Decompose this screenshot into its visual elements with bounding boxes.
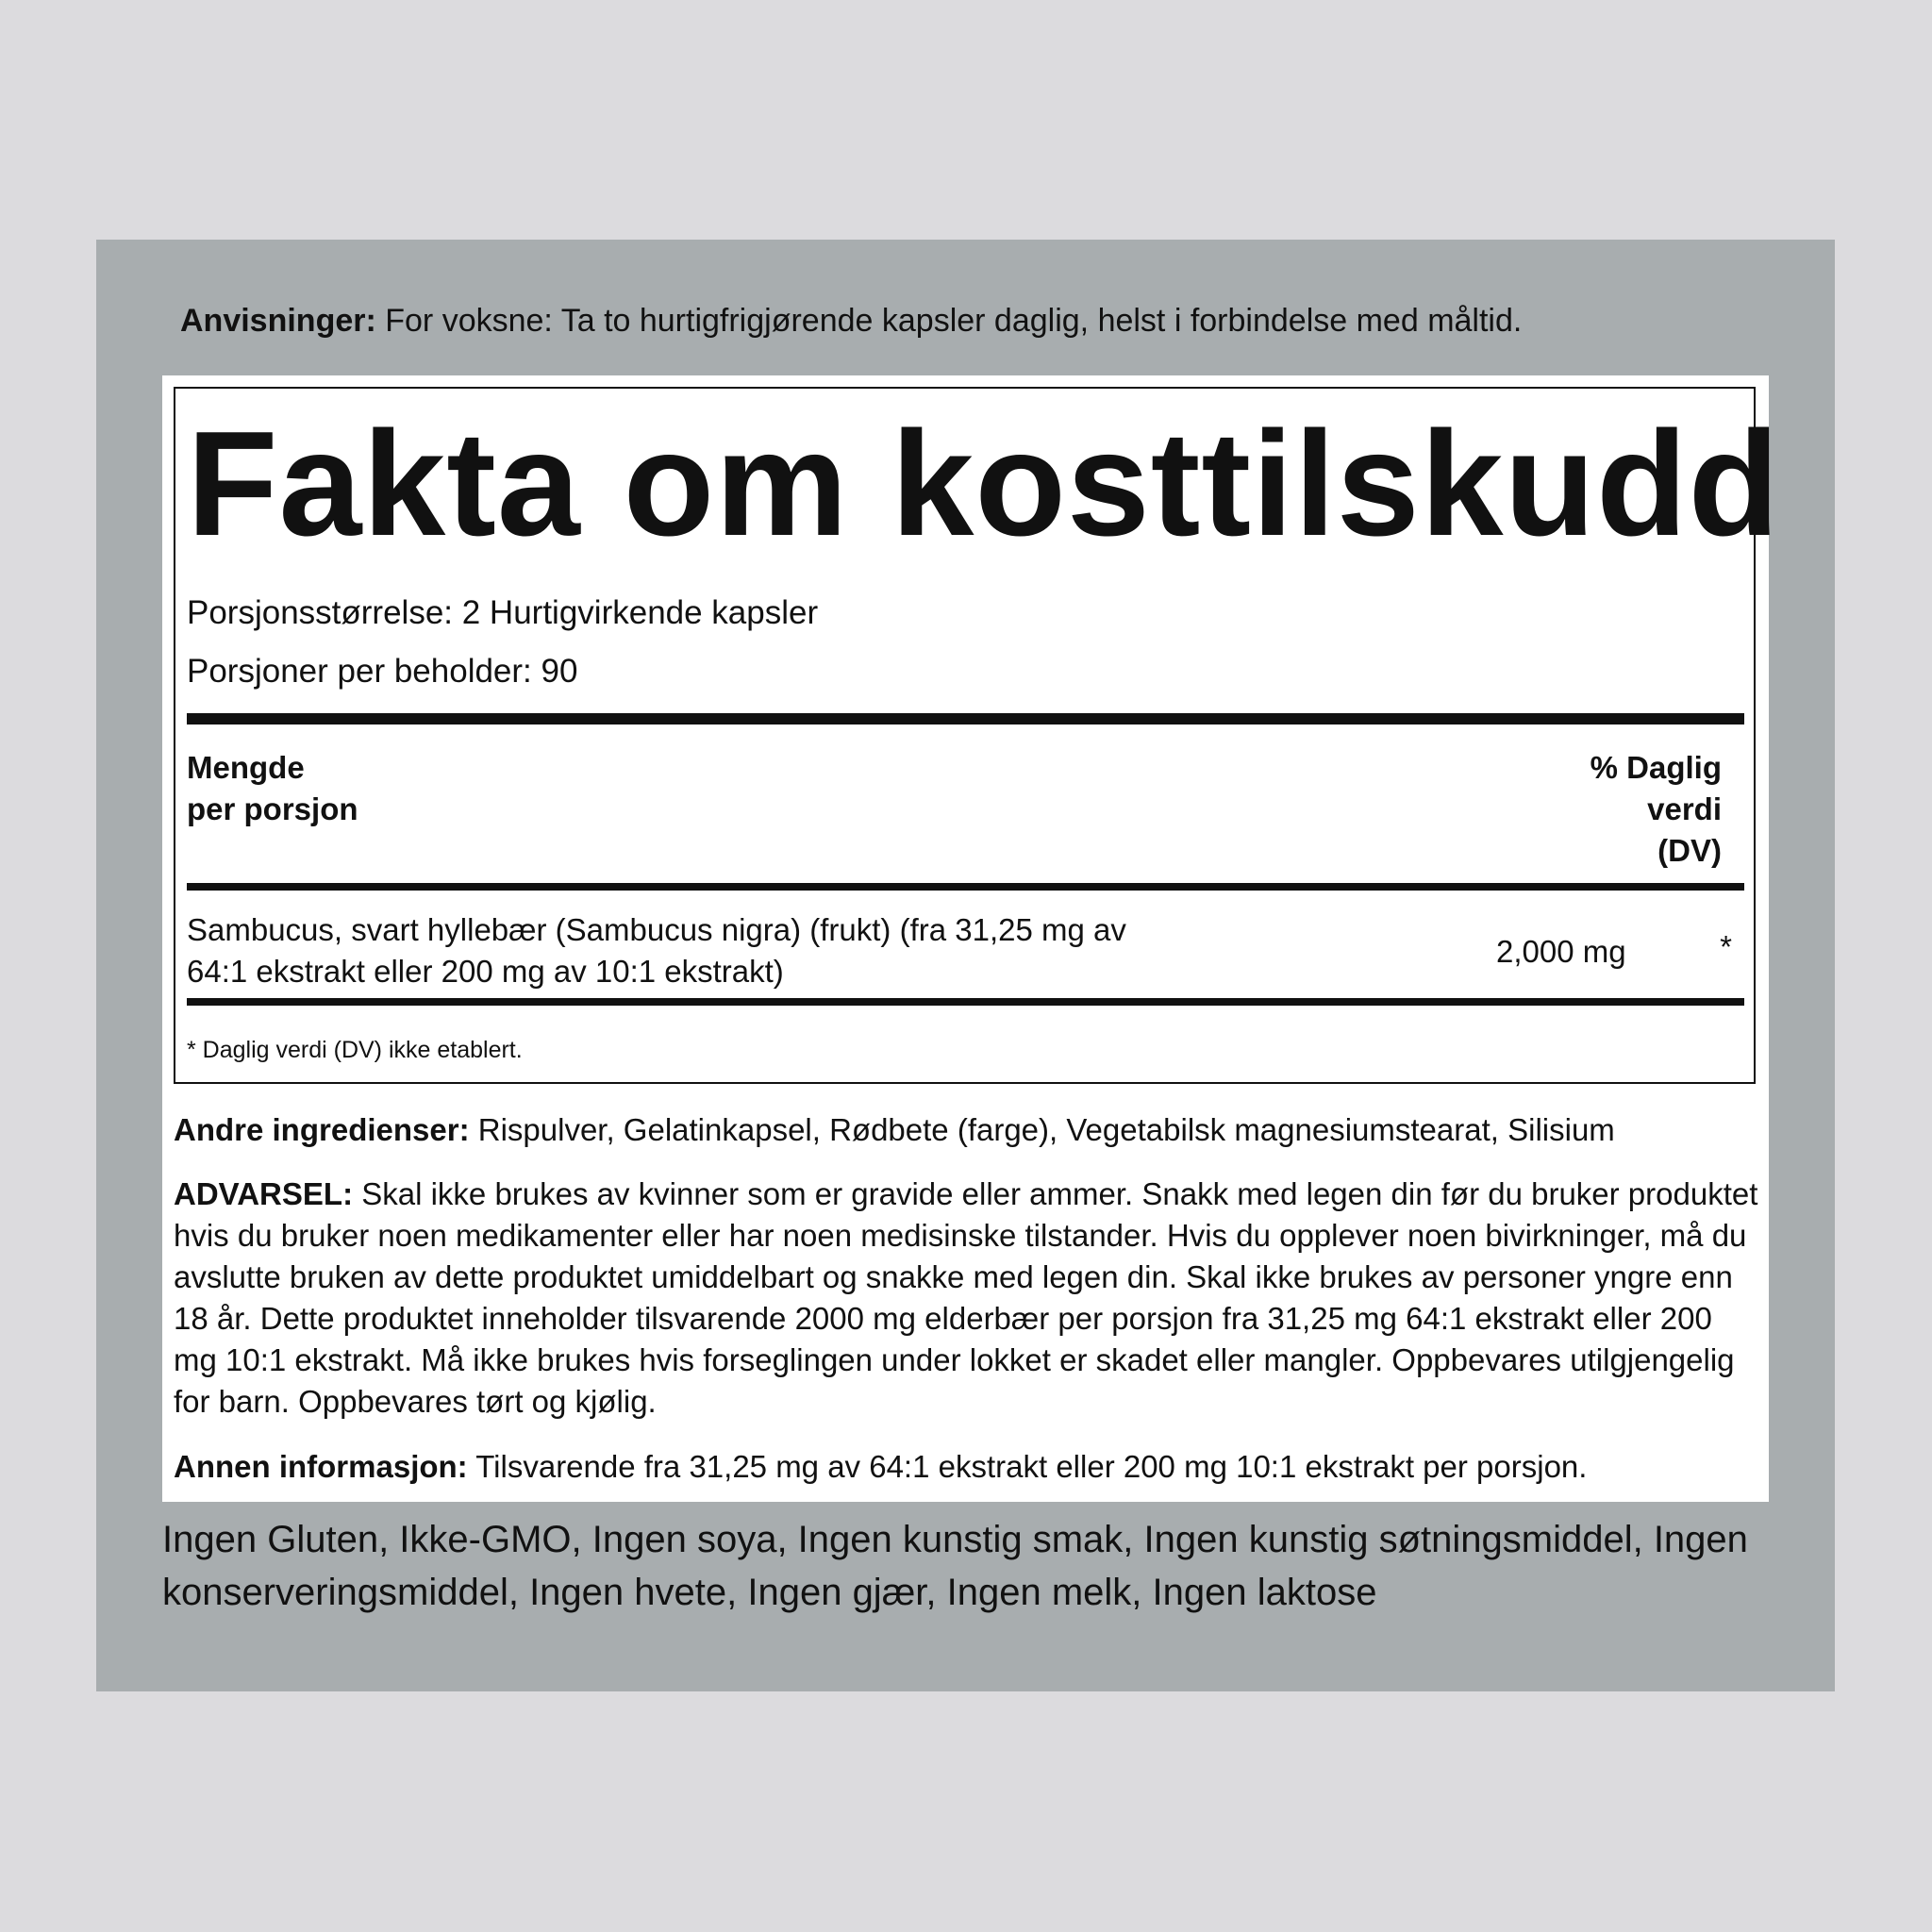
dv-header-line3: (DV) [1657, 833, 1722, 868]
warning-label: ADVARSEL: [174, 1176, 354, 1211]
ingredient-name: Sambucus, svart hyllebær (Sambucus nigra) (frukt) (fra 31,25 mg av 64:1 ekstrakt eller 200 mg av 10:1 ekstrakt) [187, 912, 1126, 989]
directions-body: For voksne: Ta to hurtigfrigjørende kapsler daglig, helst i forbindelse med måltid. [375, 303, 1523, 339]
servings-per-container: Porsjoner per beholder: 90 [187, 653, 578, 690]
amount-header-line2: per porsjon [187, 791, 358, 826]
other-ingredients-text: Rispulver, Gelatinkapsel, Rødbete (farge), Vegetabilsk magnesiumstearat, Silisium [469, 1112, 1615, 1147]
ingredient-amount: 2,000 mg [1496, 934, 1626, 969]
label-white-panel [162, 375, 1781, 1502]
ingredient-daily-value: * [1720, 929, 1732, 964]
amount-per-serving-header [187, 747, 564, 830]
supplement-facts-box [174, 387, 1781, 1084]
divider-bottom [187, 998, 1744, 1006]
other-info-label: Annen informasjon: [174, 1449, 468, 1484]
daily-value-header [1476, 747, 1722, 872]
directions-text [180, 300, 1784, 341]
supplement-label-card [96, 240, 1835, 1691]
divider-thick [187, 713, 1744, 724]
amount-header-line1: Mengde [187, 750, 305, 785]
facts-title: Fakta om kosttilskudd [187, 401, 1781, 567]
free-from-statement: Ingen Gluten, Ikke-GMO, Ingen soya, Ingen kunstig smak, Ingen kunstig søtningsmiddel, Ingen konserveringsmiddel, Ingen hvete, Ingen gjær, Ingen melk, Ingen laktose [162, 1519, 1748, 1613]
directions-label: Anvisninger: [180, 303, 376, 339]
warning-body: Skal ikke brukes av kvinner som er gravide eller ammer. Snakk med legen din før du bruker produktet hvis du bruker noen medikamenter eller har noen medisinske tilstander. Hvis du opplever noen bivirkninger, må du avslutte bruken av dette produktet umiddelbart og snakke med legen din. Skal ikke brukes av personer yngre enn 18 år. Dette produktet inneholder tilsvarende 2000 mg elderbær per porsjon fra 31,25 mg 64:1 ekstrakt eller 200 mg 10:1 ekstrakt. Må ikke brukes hvis forseglingen under lokket er skadet eller mangler. Oppbevares utilgjengelig for barn. Oppbevares tørt og kjølig. [174, 1176, 1758, 1419]
dv-header-line1: % Daglig [1590, 750, 1722, 785]
warning-text [174, 1174, 1758, 1423]
divider-header [187, 883, 1744, 891]
other-ingredients-label: Andre ingredienser: [174, 1112, 470, 1147]
other-info-text: Tilsvarende fra 31,25 mg av 64:1 ekstrakt eller 200 mg 10:1 ekstrakt per porsjon. [467, 1449, 1588, 1484]
other-information [174, 1446, 1758, 1488]
dv-header-line2: verdi [1647, 791, 1722, 826]
other-ingredients [174, 1109, 1758, 1151]
dv-footnote: * Daglig verdi (DV) ikke etablert. [187, 1037, 523, 1063]
serving-size: Porsjonsstørrelse: 2 Hurtigvirkende kapsler [187, 594, 819, 631]
